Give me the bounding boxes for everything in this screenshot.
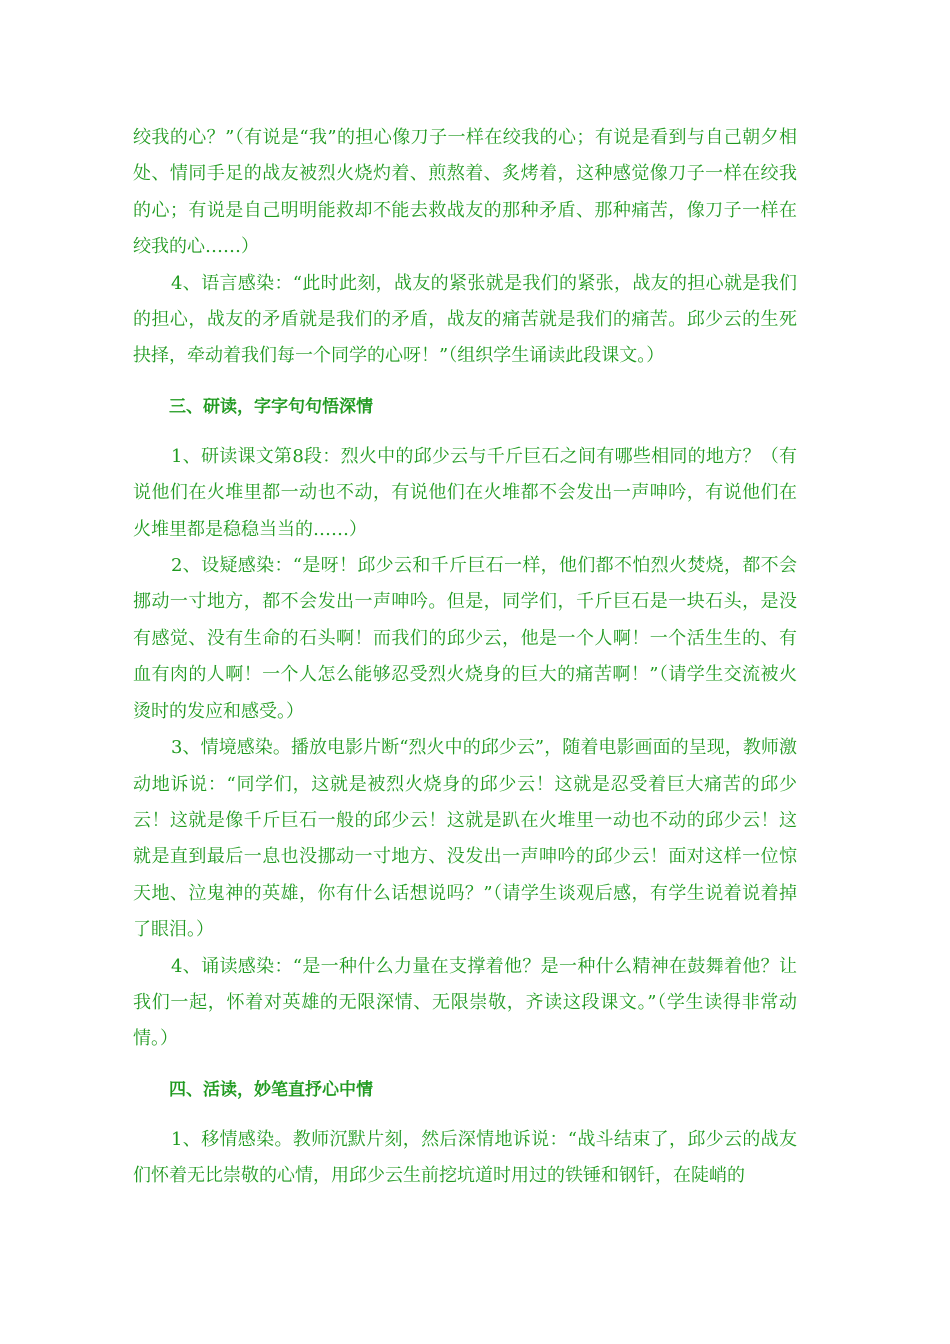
paragraph-recitation-appeal: 4、诵读感染：“是一种什么力量在支撑着他？是一种什么精神在鼓舞着他？让我们一起，怀着对英雄的无限深情、无限崇敬，齐读这段课文。”（学生读得非常动情。） xyxy=(133,955,797,1050)
section-heading-four: 四、活读，妙笔直抒心中情 xyxy=(169,1079,373,1100)
paragraph-continuation: 绞我的心？”（有说是“我”的担心像刀子一样在绞我的心；有说是看到与自己朝夕相处、情同手足的战友被烈火烧灼着、煎熬着、炙烤着，这种感觉像刀子一样在绞我的心；有说是自己明明能救却不能去救战友的那种矛盾、那种痛苦，像刀子一样在绞我的心……） xyxy=(133,127,797,258)
paragraph-study-text: 1、研读课文第8段：烈火中的邱少云与千斤巨石之间有哪些相同的地方？（有说他们在火堆里都一动也不动，有说他们在火堆都不会发出一声呻吟，有说他们在火堆里都是稳稳当当的……） xyxy=(133,445,797,540)
paragraph-language-appeal: 4、语言感染：“此时此刻，战友的紧张就是我们的紧张，战友的担心就是我们的担心，战友的矛盾就是我们的矛盾，战友的痛苦就是我们的痛苦。邱少云的生死抉择，牵动着我们每一个同学的心呀！”（组织学生诵读此段课文。） xyxy=(133,272,797,367)
paragraph-question-appeal: 2、设疑感染：“是呀！邱少云和千斤巨石一样，他们都不怕烈火焚烧，都不会挪动一寸地方，都不会发出一声呻吟。但是，同学们，千斤巨石是一块石头，是没有感觉、没有生命的石头啊！而我们的邱少云，他是一个人啊！一个活生生的、有血有肉的人啊！一个人怎么能够忍受烈火烧身的巨大的痛苦啊！”（请学生交流被火烫时的发应和感受。） xyxy=(133,555,797,722)
document-page xyxy=(133,120,797,1195)
paragraph-empathy-appeal: 1、移情感染。教师沉默片刻，然后深情地诉说：“战斗结束了，邱少云的战友们怀着无比崇敬的心情，用邱少云生前挖坑道时用过的铁锤和钢钎，在陡峭的 xyxy=(133,1128,797,1187)
paragraph-scene-appeal: 3、情境感染。播放电影片断“烈火中的邱少云”，随着电影画面的呈现，教师激动地诉说：“同学们，这就是被烈火烧身的邱少云！这就是忍受着巨大痛苦的邱少云！这就是像千斤巨石一般的邱少云！这就是趴在火堆里一动也不动的邱少云！这就是直到最后一息也没挪动一寸地方、没发出一声呻吟的邱少云！面对这样一位惊天地、泣鬼神的英雄，你有什么话想说吗？”（请学生谈观后感，有学生说着说着掉了眼泪。） xyxy=(133,737,797,941)
section-heading-three: 三、研读，字字句句悟深情 xyxy=(169,396,373,417)
